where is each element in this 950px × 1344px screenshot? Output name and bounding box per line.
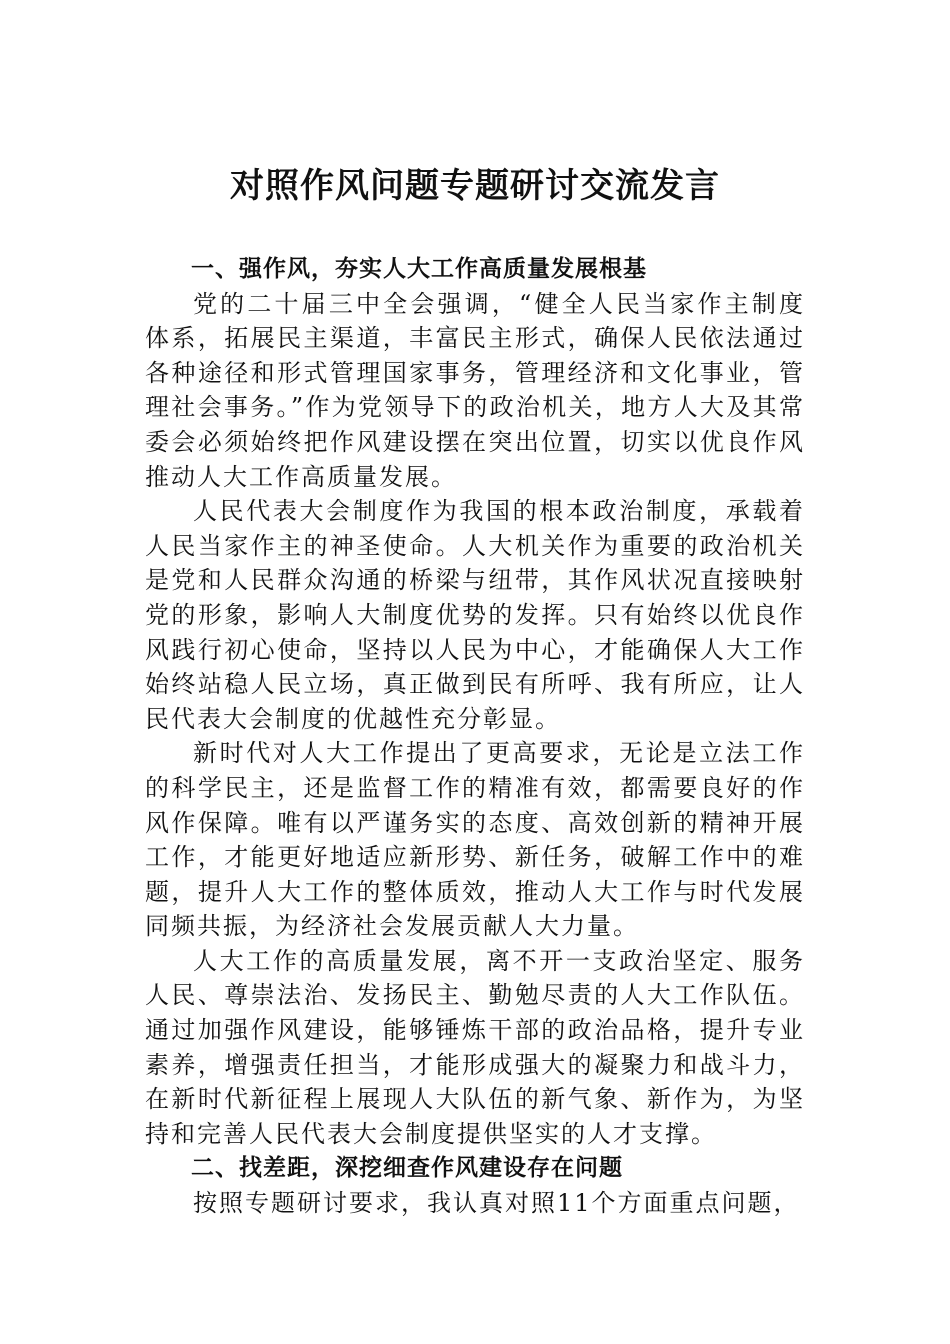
paragraph: 新时代对人大工作提出了更高要求，无论是立法工作的科学民主，还是监督工作的精准有效，都需要良好的作风作保障。唯有以严谨务实的态度、高效创新的精神开展工作，才能更好地适应新形势、新任务，破解工作中的难题，提升人大工作的整体质效，推动人大工作与时代发展同频共振，为经济社会发展贡献人大力量。	[145, 739, 805, 941]
section-heading-2: 二、找差距，深挖细查作风建设存在问题	[191, 1155, 623, 1182]
paragraph: 党的二十届三中全会强调，“健全人民当家作主制度体系，拓展民主渠道，丰富民主形式，确保人民依法通过各种途径和形式管理国家事务，管理经济和文化事业，管理社会事务。”作为党领导下的政治机关，地方人大及其常委会必须始终把作风建设摆在突出位置，切实以优良作风推动人大工作高质量发展。	[145, 289, 805, 491]
paragraph: 人民代表大会制度作为我国的根本政治制度，承载着人民当家作主的神圣使命。人大机关作为重要的政治机关是党和人民群众沟通的桥梁与纽带，其作风状况直接映射党的形象，影响人大制度优势的发挥。只有始终以优良作风践行初心使命，坚持以人民为中心，才能确保人大工作始终站稳人民立场，真正做到民有所呼、我有所应，让人民代表大会制度的优越性充分彰显。	[145, 497, 805, 733]
document-body	[145, 252, 805, 1221]
paragraph: 按照专题研讨要求，我认真对照11个方面重点问题，	[193, 1189, 800, 1218]
paragraph: 人大工作的高质量发展，离不开一支政治坚定、服务人民、尊崇法治、发扬民主、勤勉尽责的人大工作队伍。通过加强作风建设，能够锤炼干部的政治品格，提升专业素养，增强责任担当，才能形成强大的凝聚力和战斗力，在新时代新征程上展现人大队伍的新气象、新作为，为坚持和完善人民代表大会制度提供坚实的人才支撑。	[145, 946, 805, 1148]
section-heading-1: 一、强作风，夯实人大工作高质量发展根基	[191, 256, 647, 282]
document-title: 对照作风问题专题研讨交流发言	[230, 166, 720, 206]
